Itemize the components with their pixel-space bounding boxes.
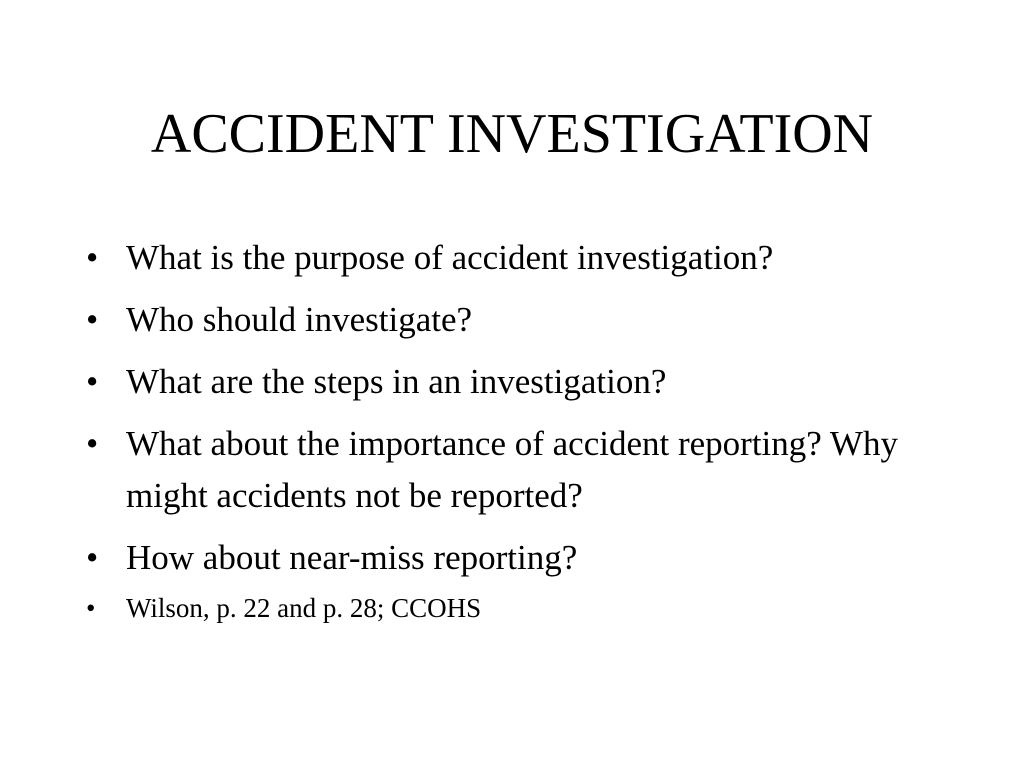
slide-title: ACCIDENT INVESTIGATION [150, 103, 874, 165]
bullet-icon: • [86, 238, 99, 277]
bullet-text: What about the importance of accident reporting? Why might accidents not be reported? [126, 424, 898, 515]
bullet-text: How about near-miss reporting? [126, 538, 578, 577]
bullet-text: What are the steps in an investigation? [126, 362, 667, 401]
bullet-item-purpose [86, 232, 966, 284]
bullet-icon: • [86, 424, 99, 463]
bullet-text: What is the purpose of accident investigation? [126, 238, 774, 277]
bullet-item-reporting [86, 418, 966, 522]
bullet-text: Who should investigate? [126, 300, 473, 339]
bullet-icon: • [86, 300, 99, 339]
bullet-icon: • [86, 538, 99, 577]
bullet-item-reference [86, 588, 966, 628]
bullet-item-steps [86, 356, 966, 408]
bullet-list [86, 232, 966, 628]
bullet-item-near-miss [86, 532, 966, 584]
bullet-icon: • [86, 593, 96, 623]
bullet-icon: • [86, 362, 99, 401]
bullet-item-who [86, 294, 966, 346]
bullet-text: Wilson, p. 22 and p. 28; CCOHS [126, 593, 482, 623]
